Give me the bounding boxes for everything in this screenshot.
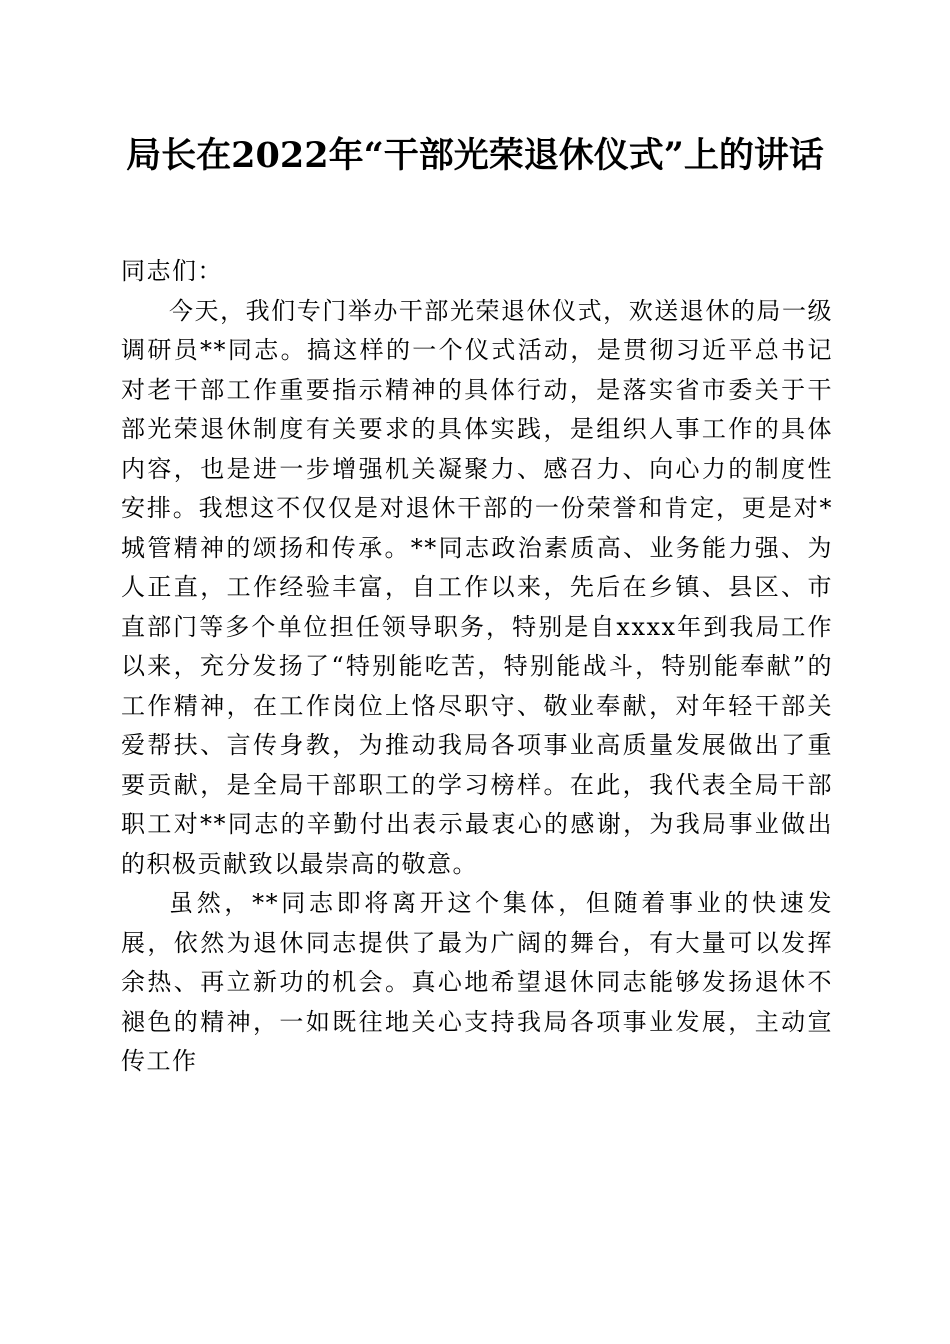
document-title: 局长在2022年“干部光荣退休仪式”上的讲话	[126, 135, 824, 176]
document-body	[121, 252, 833, 1082]
salutation: 同志们：	[121, 257, 223, 285]
paragraph-2: 虽然，**同志即将离开这个集体，但随着事业的快速发展，依然为退休同志提供了最为广阔的舞台，有大量可以发挥余热、再立新功的机会。真心地希望退休同志能够发扬退休不褪色的精神，一如既往地关心支持我局各项事业发展，主动宣传工作	[121, 889, 833, 1075]
paragraph-1: 今天，我们专门举办干部光荣退休仪式，欢送退休的局一级调研员**同志。搞这样的一个仪式活动，是贯彻习近平总书记对老干部工作重要指示精神的具体行动，是落实省市委关于干部光荣退休制度有关要求的具体实践，是组织人事工作的具体内容，也是进一步增强机关凝聚力、感召力、向心力的制度性安排。我想这不仅仅是对退休干部的一份荣誉和肯定，更是对*城管精神的颂扬和传承。**同志政治素质高、业务能力强、为人正直，工作经验丰富，自工作以来，先后在乡镇、县区、市直部门等多个单位担任领导职务，特别是自xxxx年到我局工作以来，充分发扬了“特别能吃苦，特别能战斗，特别能奉献”的工作精神，在工作岗位上恪尽职守、敬业奉献，对年轻干部关爱帮扶、言传身教，为推动我局各项事业高质量发展做出了重要贡献，是全局干部职工的学习榜样。在此，我代表全局干部职工对**同志的辛勤付出表示最衷心的感谢，为我局事业做出的积极贡献致以最崇高的敬意。	[121, 296, 833, 878]
